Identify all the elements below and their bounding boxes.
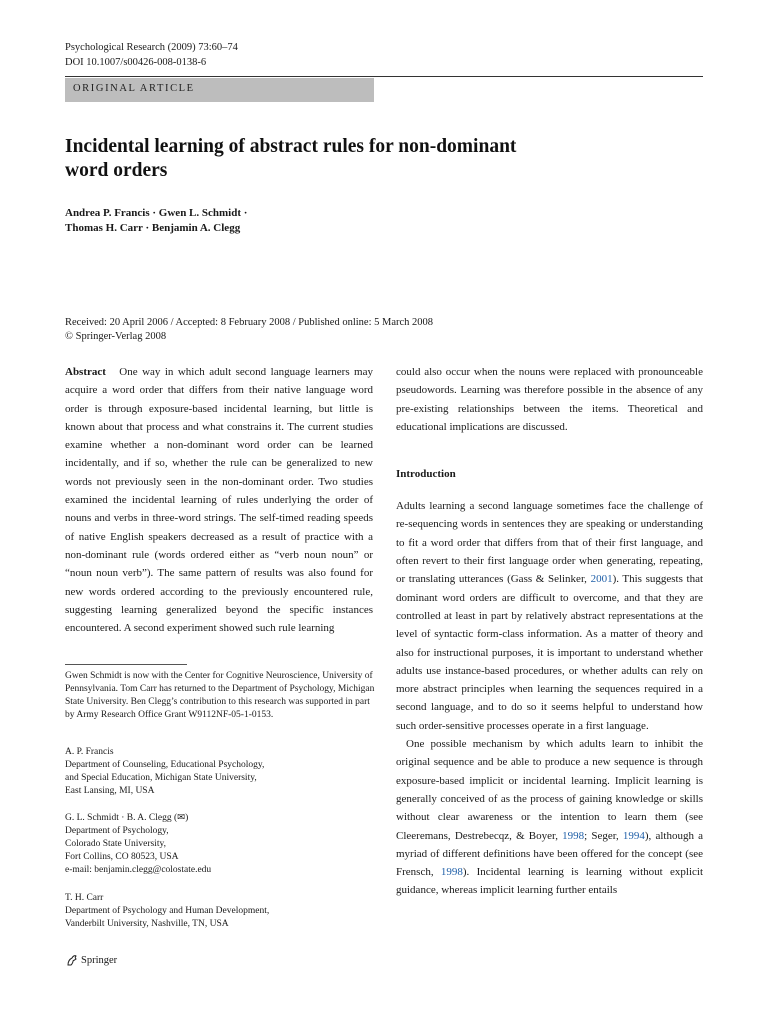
publisher-name: Springer bbox=[81, 954, 118, 966]
citation-link[interactable]: 1998 bbox=[562, 829, 585, 842]
affiliation-schmidt-clegg bbox=[65, 812, 375, 877]
copyright-line: © Springer-Verlag 2008 bbox=[65, 331, 167, 342]
affiliation-line: Colorado State University, bbox=[65, 839, 166, 849]
left-column bbox=[65, 363, 373, 637]
affiliation-line: T. H. Carr bbox=[65, 893, 104, 903]
text-run: ). Incidental learning is learning without explicit guidance, whereas implicit learning further entails bbox=[396, 866, 703, 897]
text-run: One possible mechanism by which adults learn to inhibit the original sequence and be able to produce a new sequence is through exposure-based implicit or incidental learning. Implicit learning is generally conceived of as the process of gaining knowledge or skills without clear awareness or the intention to learn them (see Cleeremans, Destrebecqz, & Boyer, bbox=[396, 738, 703, 842]
author-list bbox=[65, 206, 465, 236]
citation-link[interactable]: 1994 bbox=[622, 829, 645, 842]
footnote-divider bbox=[65, 664, 187, 665]
affiliation-francis bbox=[65, 746, 375, 798]
article-type-label: ORIGINAL ARTICLE bbox=[73, 83, 195, 94]
text-run: ; Seger, bbox=[584, 829, 623, 842]
doi: DOI 10.1007/s00426-008-0138-6 bbox=[65, 57, 207, 68]
citation-link[interactable]: 2001 bbox=[590, 573, 613, 586]
paper-title bbox=[65, 135, 625, 183]
affiliation-line: East Lansing, MI, USA bbox=[65, 786, 155, 796]
authors-line-2: Thomas H. Carr · Benjamin A. Clegg bbox=[65, 222, 241, 234]
affiliation-line: Fort Collins, CO 80523, USA bbox=[65, 852, 179, 862]
abstract-paragraph bbox=[65, 363, 373, 637]
abstract-continued: could also occur when the nouns were replaced with pronounceable pseudowords. Learning was therefore possible in the absence of any pre-existing relationships between the items. Theoretical and educational implications are discussed. bbox=[396, 366, 703, 433]
affiliation-line: and Special Education, Michigan State University, bbox=[65, 773, 257, 783]
affiliation-line: A. P. Francis bbox=[65, 747, 114, 757]
header-divider bbox=[65, 76, 703, 77]
publication-dates bbox=[65, 316, 665, 344]
introduction-heading: Introduction bbox=[396, 468, 456, 481]
affiliation-carr bbox=[65, 892, 375, 931]
title-line-1: Incidental learning of abstract rules for non-dominant bbox=[65, 136, 517, 157]
text-run: Adults learning a second language sometimes face the challenge of re-sequencing words in sentences they are speaking or understanding to fit a word order that differs from that of their first language, and often revert to their first language order when generating, repeating, or translating utterances (Gass & Selinker, bbox=[396, 500, 703, 586]
citation-link[interactable]: 1998 bbox=[440, 866, 463, 879]
email-address[interactable]: e-mail: benjamin.clegg@colostate.edu bbox=[65, 865, 212, 875]
text-run: ), although a myriad of different definitions have been offered for the concept (see Frensch, bbox=[396, 829, 703, 879]
text-run: ). This suggests that dominant word orders are difficult to overcome, and that they are controlled at least in part by relatively abstract representations at the level of syntactic form-class information. As a matter of theory and also for instructional purposes, it is important to understand whether adults use instance-based procedures, or whether adults can rely on more abstract principles when learning the sequences required in a second language, and to do so it seems helpful to understand how such order-sensitive processes operate in a first language. bbox=[396, 573, 704, 732]
title-line-2: word orders bbox=[65, 160, 168, 181]
abstract-text: One way in which adult second language learners may acquire a word order that differs from their native language word order is through exposure-based incidental learning, but little is known about that process and what constrains it. The current studies examine whether a non-dominant word order can be learned incidentally, and if so, whether the rule can be generalized to new words not previously seen in the non-dominant order. Two studies examined the incidental learning of rules underlying the order of nouns and verbs in three-word strings. The self-timed reading speeds of native English speakers decreased as a result of practice with a non-dominant rule (words ordered either as “verb noun noun” or “noun noun verb”). The same pattern of results was also found for new words ordered according to the previously encountered rule, suggesting learning generalized beyond the specific instances encountered. A second experiment showed such rule learning bbox=[65, 366, 373, 635]
publisher-footer bbox=[65, 953, 117, 967]
springer-horse-icon bbox=[65, 953, 79, 967]
intro-paragraph-2 bbox=[396, 735, 703, 900]
affiliation-line: G. L. Schmidt · B. A. Clegg (✉) bbox=[65, 813, 189, 823]
affiliation-line: Vanderbilt University, Nashville, TN, USA bbox=[65, 919, 229, 929]
intro-paragraph-1 bbox=[396, 497, 703, 735]
affiliation-line: Department of Counseling, Educational Psychology, bbox=[65, 760, 265, 770]
article-type-band bbox=[65, 78, 374, 102]
affiliation-note: Gwen Schmidt is now with the Center for Cognitive Neuroscience, University of Pennsylvania. Tom Carr has returned to the Department of Psychology, Michigan State University. Ben Clegg’s contribution to this research was supported in part by Army Research Office Grant W9112NF-05-1-0153. bbox=[65, 671, 375, 720]
journal-citation: Psychological Research (2009) 73:60–74 bbox=[65, 42, 238, 53]
affiliation-line: Department of Psychology, bbox=[65, 826, 169, 836]
dates-line: Received: 20 April 2006 / Accepted: 8 February 2008 / Published online: 5 March 2008 bbox=[65, 317, 434, 328]
affiliation-line: Department of Psychology and Human Development, bbox=[65, 906, 270, 916]
abstract-label: Abstract bbox=[65, 366, 106, 378]
right-column bbox=[396, 363, 703, 900]
authors-line-1: Andrea P. Francis · Gwen L. Schmidt · bbox=[65, 207, 248, 219]
